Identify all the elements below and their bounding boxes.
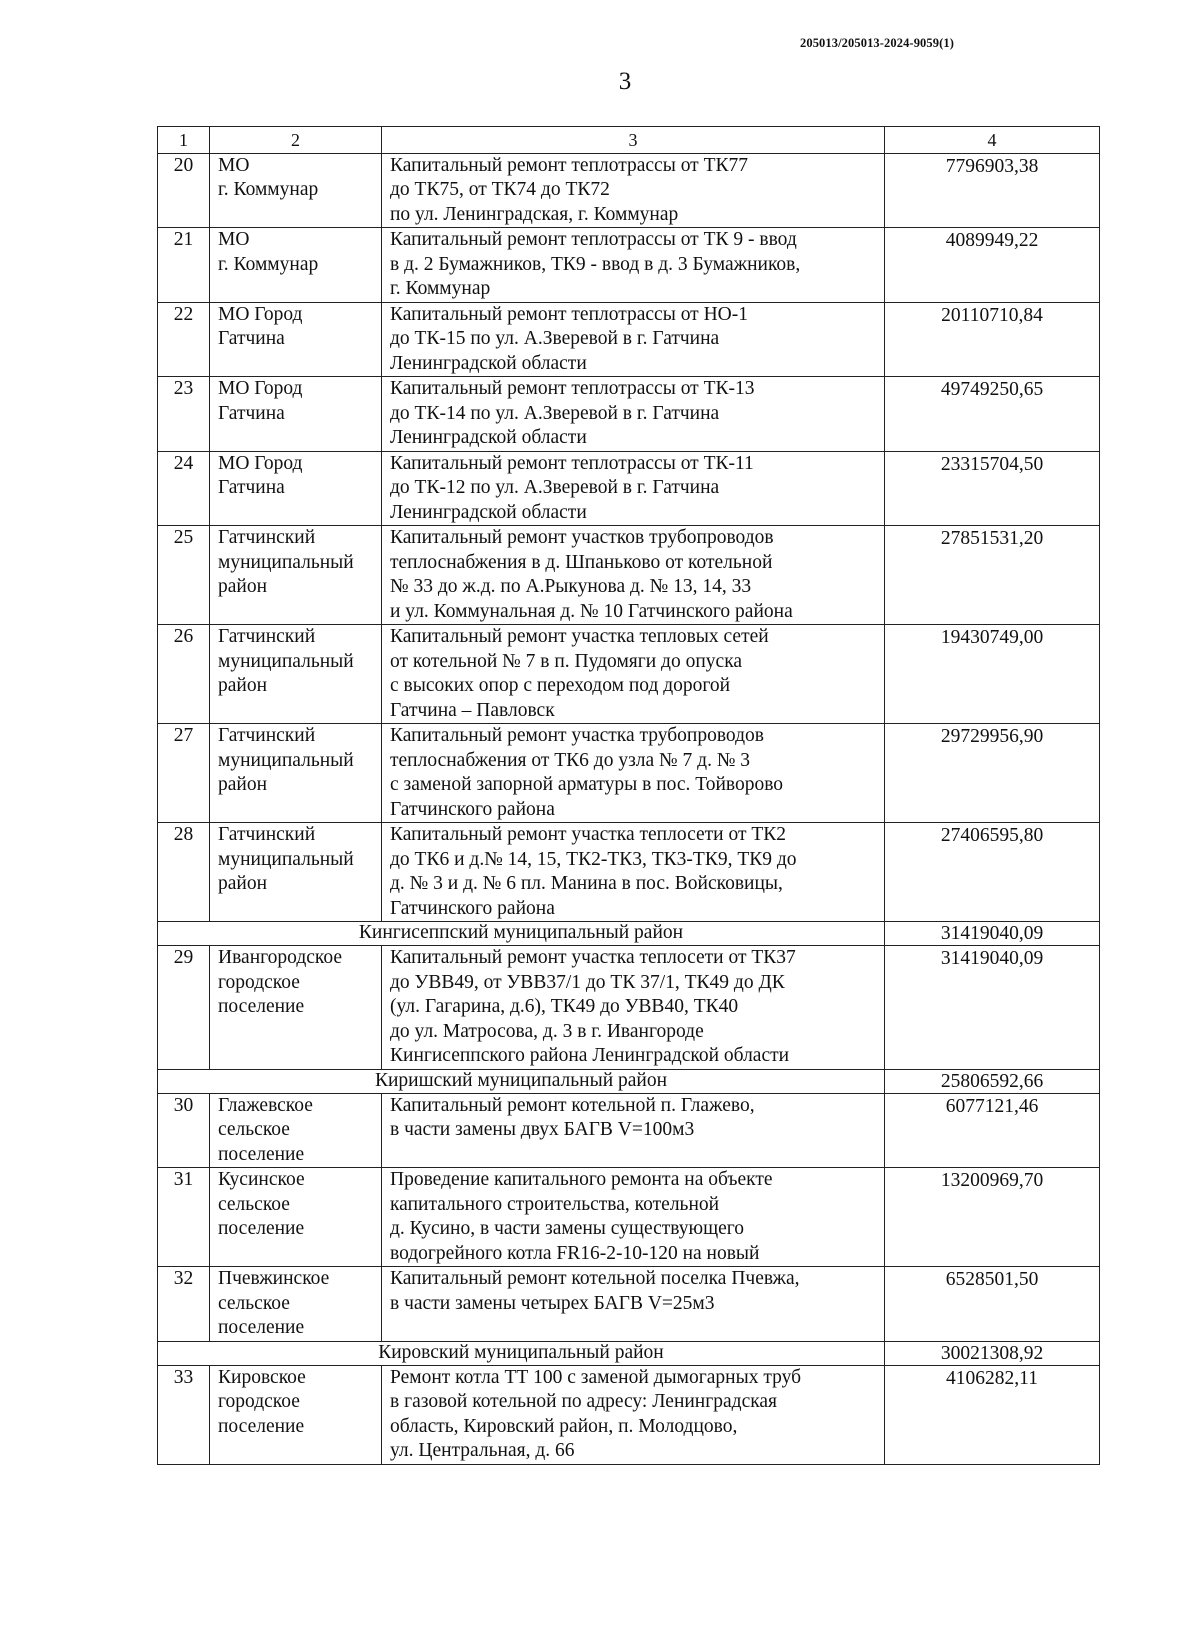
table-row xyxy=(158,526,1100,625)
region-subtotal-row xyxy=(158,1341,1100,1365)
work-description-cell: Проведение капитального ремонта на объекте капитального строительства, котельной д. Кусино, в части замены существующего водогрейного котла FR16-2-10-120 на новый xyxy=(382,1168,885,1267)
region-total-amount: 25806592,66 xyxy=(885,1069,1100,1093)
page-number: 3 xyxy=(618,68,632,95)
municipality-cell: Глажевское сельское поселение xyxy=(210,1093,382,1168)
amount-cell: 13200969,70 xyxy=(885,1168,1100,1267)
amount-cell: 29729956,90 xyxy=(885,724,1100,823)
row-number: 27 xyxy=(158,724,210,823)
table-row xyxy=(158,625,1100,724)
row-number: 29 xyxy=(158,946,210,1070)
table-row xyxy=(158,1365,1100,1464)
municipality-cell: МО г. Коммунар xyxy=(210,228,382,303)
work-description-cell: Капитальный ремонт теплотрассы от ТК-13 до ТК-14 по ул. А.Зверевой в г. Гатчина Ленинградской области xyxy=(382,377,885,452)
work-description-cell: Капитальный ремонт теплотрассы от ТК-11 до ТК-12 по ул. А.Зверевой в г. Гатчина Ленинградской области xyxy=(382,451,885,526)
works-table xyxy=(157,126,1100,1465)
header-col-2: 2 xyxy=(210,127,382,154)
amount-cell: 49749250,65 xyxy=(885,377,1100,452)
work-description-cell: Капитальный ремонт котельной поселка Пчевжа, в части замены четырех БАГВ V=25м3 xyxy=(382,1267,885,1342)
work-description-cell: Капитальный ремонт участка теплосети от ТК37 до УВВ49, от УВВ37/1 до ТК 37/1, ТК49 до ДК (ул. Гагарина, д.6), ТК49 до УВВ40, ТК40 до ул. Матросова, д. 3 в г. Ивангороде Кингисеппского района Ленинградской области xyxy=(382,946,885,1070)
municipality-cell: МО г. Коммунар xyxy=(210,153,382,228)
amount-cell: 23315704,50 xyxy=(885,451,1100,526)
amount-cell: 20110710,84 xyxy=(885,302,1100,377)
table-row xyxy=(158,946,1100,1070)
row-number: 25 xyxy=(158,526,210,625)
row-number: 30 xyxy=(158,1093,210,1168)
amount-cell: 6077121,46 xyxy=(885,1093,1100,1168)
work-description-cell: Капитальный ремонт участков трубопроводов теплоснабжения в д. Шпаньково от котельной № 33 до ж.д. по А.Рыкунова д. № 13, 14, 33 и ул. Коммунальная д. № 10 Гатчинского района xyxy=(382,526,885,625)
table-row xyxy=(158,153,1100,228)
amount-cell: 4106282,11 xyxy=(885,1365,1100,1464)
row-number: 24 xyxy=(158,451,210,526)
region-total-amount: 30021308,92 xyxy=(885,1341,1100,1365)
table-body xyxy=(158,127,1100,1465)
municipality-cell: Ивангородское городское поселение xyxy=(210,946,382,1070)
amount-cell: 27406595,80 xyxy=(885,823,1100,922)
municipality-cell: МО Город Гатчина xyxy=(210,302,382,377)
row-number: 31 xyxy=(158,1168,210,1267)
amount-cell: 6528501,50 xyxy=(885,1267,1100,1342)
table-row xyxy=(158,823,1100,922)
municipality-cell: Кусинское сельское поселение xyxy=(210,1168,382,1267)
amount-cell: 27851531,20 xyxy=(885,526,1100,625)
table-row xyxy=(158,451,1100,526)
work-description-cell: Капитальный ремонт теплотрассы от ТК77 до ТК75, от ТК74 до ТК72 по ул. Ленинградская, г. Коммунар xyxy=(382,153,885,228)
row-number: 21 xyxy=(158,228,210,303)
document-id: 205013/205013-2024-9059(1) xyxy=(800,36,954,50)
row-number: 20 xyxy=(158,153,210,228)
row-number: 28 xyxy=(158,823,210,922)
table-row xyxy=(158,724,1100,823)
municipality-cell: МО Город Гатчина xyxy=(210,377,382,452)
municipality-cell: Гатчинский муниципальный район xyxy=(210,823,382,922)
amount-cell: 4089949,22 xyxy=(885,228,1100,303)
municipality-cell: Гатчинский муниципальный район xyxy=(210,625,382,724)
region-subtotal-row xyxy=(158,1069,1100,1093)
table-row xyxy=(158,377,1100,452)
work-description-cell: Капитальный ремонт котельной п. Глажево, в части замены двух БАГВ V=100м3 xyxy=(382,1093,885,1168)
work-description-cell: Ремонт котла ТТ 100 с заменой дымогарных труб в газовой котельной по адресу: Ленинградская область, Кировский район, п. Молодцово, ул. Центральная, д. 66 xyxy=(382,1365,885,1464)
region-name: Кингисеппский муниципальный район xyxy=(158,922,885,946)
amount-cell: 7796903,38 xyxy=(885,153,1100,228)
table-row xyxy=(158,1093,1100,1168)
row-number: 22 xyxy=(158,302,210,377)
table-row xyxy=(158,228,1100,303)
work-description-cell: Капитальный ремонт теплотрассы от НО-1 до ТК-15 по ул. А.Зверевой в г. Гатчина Ленинградской области xyxy=(382,302,885,377)
row-number: 33 xyxy=(158,1365,210,1464)
row-number: 32 xyxy=(158,1267,210,1342)
work-description-cell: Капитальный ремонт участка теплосети от ТК2 до ТК6 и д.№ 14, 15, ТК2-ТК3, ТК3-ТК9, ТК9 до д. № 3 и д. № 6 пл. Манина в пос. Войсковицы, Гатчинского района xyxy=(382,823,885,922)
work-description-cell: Капитальный ремонт участка трубопроводов теплоснабжения от ТК6 до узла № 7 д. № 3 с заменой запорной арматуры в пос. Тойворово Гатчинского района xyxy=(382,724,885,823)
header-col-4: 4 xyxy=(885,127,1100,154)
row-number: 23 xyxy=(158,377,210,452)
municipality-cell: Пчевжинское сельское поселение xyxy=(210,1267,382,1342)
table-header-row xyxy=(158,127,1100,154)
header-col-1: 1 xyxy=(158,127,210,154)
region-name: Киришский муниципальный район xyxy=(158,1069,885,1093)
municipality-cell: Гатчинский муниципальный район xyxy=(210,724,382,823)
table-row xyxy=(158,1168,1100,1267)
table-row xyxy=(158,302,1100,377)
municipality-cell: Кировское городское поселение xyxy=(210,1365,382,1464)
work-description-cell: Капитальный ремонт теплотрассы от ТК 9 - ввод в д. 2 Бумажников, ТК9 - ввод в д. 3 Бумажников, г. Коммунар xyxy=(382,228,885,303)
municipality-cell: Гатчинский муниципальный район xyxy=(210,526,382,625)
region-name: Кировский муниципальный район xyxy=(158,1341,885,1365)
municipality-cell: МО Город Гатчина xyxy=(210,451,382,526)
amount-cell: 19430749,00 xyxy=(885,625,1100,724)
row-number: 26 xyxy=(158,625,210,724)
table-row xyxy=(158,1267,1100,1342)
header-col-3: 3 xyxy=(382,127,885,154)
region-subtotal-row xyxy=(158,922,1100,946)
region-total-amount: 31419040,09 xyxy=(885,922,1100,946)
work-description-cell: Капитальный ремонт участка тепловых сетей от котельной № 7 в п. Пудомяги до опуска с высоких опор с переходом под дорогой Гатчина – Павловск xyxy=(382,625,885,724)
amount-cell: 31419040,09 xyxy=(885,946,1100,1070)
